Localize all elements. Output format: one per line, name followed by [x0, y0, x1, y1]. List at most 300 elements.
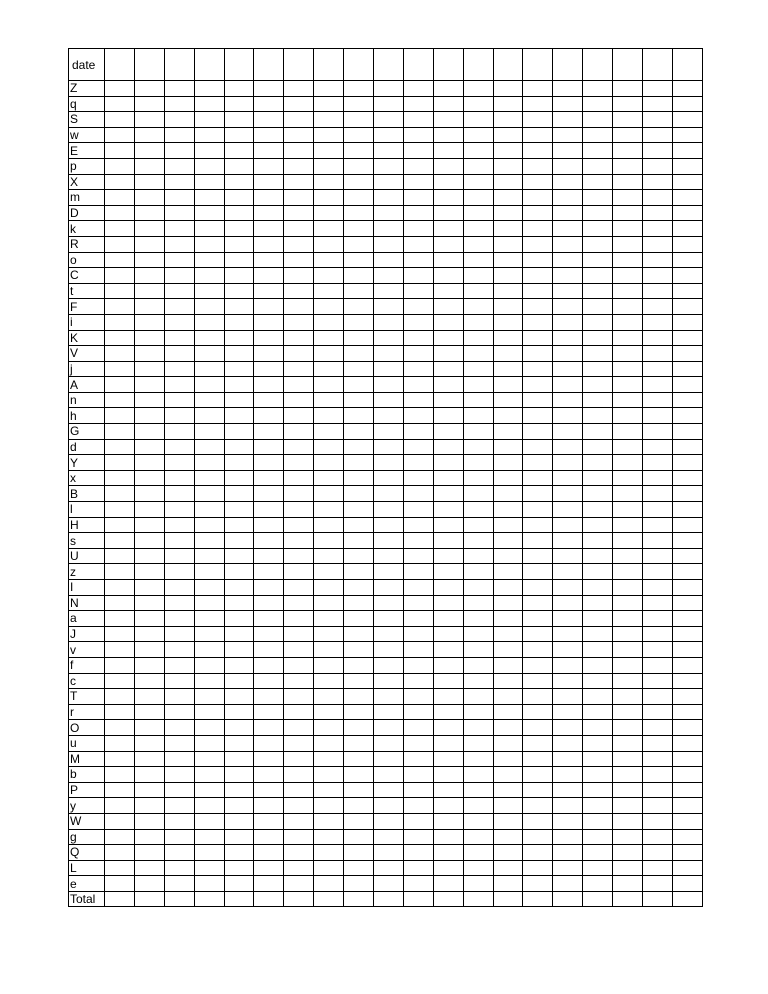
tally-cell[interactable]: [643, 580, 673, 596]
tally-cell[interactable]: [224, 813, 254, 829]
tally-cell[interactable]: [523, 252, 553, 268]
tally-cell[interactable]: [583, 876, 613, 892]
tally-cell[interactable]: [164, 439, 194, 455]
tally-cell[interactable]: [583, 845, 613, 861]
tally-cell[interactable]: [523, 642, 553, 658]
tally-cell[interactable]: [374, 735, 404, 751]
tally-cell[interactable]: [643, 424, 673, 440]
tally-cell[interactable]: [643, 642, 673, 658]
tally-cell[interactable]: [403, 408, 433, 424]
tally-cell[interactable]: [553, 704, 583, 720]
tally-cell[interactable]: [164, 689, 194, 705]
tally-cell[interactable]: [553, 845, 583, 861]
tally-cell[interactable]: [583, 720, 613, 736]
tally-cell[interactable]: [194, 252, 224, 268]
tally-cell[interactable]: [194, 221, 224, 237]
tally-cell[interactable]: [105, 81, 135, 97]
tally-cell[interactable]: [583, 81, 613, 97]
tally-cell[interactable]: [224, 112, 254, 128]
tally-cell[interactable]: [254, 689, 284, 705]
tally-cell[interactable]: [314, 502, 344, 518]
tally-cell[interactable]: [314, 236, 344, 252]
tally-cell[interactable]: [254, 377, 284, 393]
tally-cell[interactable]: [344, 330, 374, 346]
tally-cell[interactable]: [493, 96, 523, 112]
tally-cell[interactable]: [403, 470, 433, 486]
tally-cell[interactable]: [164, 720, 194, 736]
tally-cell[interactable]: [284, 735, 314, 751]
tally-cell[interactable]: [254, 439, 284, 455]
tally-cell[interactable]: [224, 486, 254, 502]
tally-cell[interactable]: [463, 439, 493, 455]
tally-cell[interactable]: [643, 813, 673, 829]
tally-cell[interactable]: [553, 408, 583, 424]
tally-cell[interactable]: [105, 642, 135, 658]
tally-cell[interactable]: [194, 580, 224, 596]
tally-cell[interactable]: [164, 704, 194, 720]
tally-cell[interactable]: [284, 751, 314, 767]
tally-cell[interactable]: [433, 283, 463, 299]
tally-cell[interactable]: [284, 891, 314, 907]
tally-cell[interactable]: [493, 49, 523, 81]
tally-cell[interactable]: [164, 49, 194, 81]
tally-cell[interactable]: [523, 767, 553, 783]
tally-cell[interactable]: [314, 720, 344, 736]
tally-cell[interactable]: [403, 720, 433, 736]
tally-cell[interactable]: [553, 689, 583, 705]
tally-cell[interactable]: [254, 96, 284, 112]
tally-cell[interactable]: [284, 564, 314, 580]
tally-cell[interactable]: [553, 127, 583, 143]
tally-cell[interactable]: [553, 876, 583, 892]
tally-cell[interactable]: [403, 424, 433, 440]
tally-cell[interactable]: [314, 158, 344, 174]
tally-cell[interactable]: [344, 49, 374, 81]
tally-cell[interactable]: [613, 361, 643, 377]
tally-cell[interactable]: [583, 704, 613, 720]
tally-cell[interactable]: [493, 190, 523, 206]
tally-cell[interactable]: [403, 190, 433, 206]
tally-cell[interactable]: [403, 548, 433, 564]
tally-cell[interactable]: [583, 377, 613, 393]
tally-cell[interactable]: [403, 205, 433, 221]
tally-cell[interactable]: [523, 595, 553, 611]
tally-cell[interactable]: [134, 813, 164, 829]
tally-cell[interactable]: [374, 236, 404, 252]
tally-cell[interactable]: [403, 236, 433, 252]
tally-cell[interactable]: [374, 314, 404, 330]
tally-cell[interactable]: [344, 891, 374, 907]
tally-cell[interactable]: [134, 595, 164, 611]
tally-cell[interactable]: [433, 813, 463, 829]
tally-cell[interactable]: [463, 330, 493, 346]
tally-cell[interactable]: [523, 174, 553, 190]
tally-cell[interactable]: [344, 735, 374, 751]
tally-cell[interactable]: [493, 642, 523, 658]
tally-cell[interactable]: [643, 439, 673, 455]
tally-cell[interactable]: [374, 798, 404, 814]
tally-cell[interactable]: [224, 673, 254, 689]
tally-cell[interactable]: [553, 486, 583, 502]
tally-cell[interactable]: [224, 720, 254, 736]
tally-cell[interactable]: [643, 891, 673, 907]
tally-cell[interactable]: [374, 470, 404, 486]
tally-cell[interactable]: [403, 517, 433, 533]
tally-cell[interactable]: [105, 657, 135, 673]
tally-cell[interactable]: [254, 548, 284, 564]
tally-cell[interactable]: [254, 751, 284, 767]
tally-cell[interactable]: [613, 236, 643, 252]
tally-cell[interactable]: [523, 751, 553, 767]
tally-cell[interactable]: [134, 330, 164, 346]
tally-cell[interactable]: [164, 642, 194, 658]
tally-cell[interactable]: [314, 392, 344, 408]
tally-cell[interactable]: [553, 346, 583, 362]
tally-cell[interactable]: [224, 221, 254, 237]
tally-cell[interactable]: [523, 49, 553, 81]
tally-cell[interactable]: [613, 580, 643, 596]
tally-cell[interactable]: [194, 735, 224, 751]
tally-cell[interactable]: [284, 642, 314, 658]
tally-cell[interactable]: [374, 299, 404, 315]
tally-cell[interactable]: [314, 96, 344, 112]
tally-cell[interactable]: [433, 564, 463, 580]
tally-cell[interactable]: [344, 361, 374, 377]
tally-cell[interactable]: [583, 268, 613, 284]
tally-cell[interactable]: [463, 81, 493, 97]
tally-cell[interactable]: [224, 517, 254, 533]
tally-cell[interactable]: [403, 767, 433, 783]
tally-cell[interactable]: [105, 221, 135, 237]
tally-cell[interactable]: [613, 611, 643, 627]
tally-cell[interactable]: [194, 642, 224, 658]
tally-cell[interactable]: [314, 845, 344, 861]
tally-cell[interactable]: [164, 580, 194, 596]
tally-cell[interactable]: [254, 236, 284, 252]
tally-cell[interactable]: [643, 845, 673, 861]
tally-cell[interactable]: [523, 829, 553, 845]
tally-cell[interactable]: [463, 392, 493, 408]
tally-cell[interactable]: [553, 735, 583, 751]
tally-cell[interactable]: [583, 236, 613, 252]
tally-cell[interactable]: [583, 626, 613, 642]
tally-cell[interactable]: [284, 548, 314, 564]
tally-cell[interactable]: [194, 96, 224, 112]
tally-cell[interactable]: [583, 580, 613, 596]
tally-cell[interactable]: [164, 470, 194, 486]
tally-cell[interactable]: [344, 81, 374, 97]
tally-cell[interactable]: [553, 96, 583, 112]
tally-cell[interactable]: [493, 143, 523, 159]
tally-cell[interactable]: [463, 299, 493, 315]
tally-cell[interactable]: [314, 205, 344, 221]
tally-cell[interactable]: [493, 689, 523, 705]
tally-cell[interactable]: [224, 860, 254, 876]
tally-cell[interactable]: [523, 517, 553, 533]
tally-cell[interactable]: [344, 190, 374, 206]
tally-cell[interactable]: [493, 81, 523, 97]
tally-cell[interactable]: [105, 502, 135, 518]
tally-cell[interactable]: [374, 642, 404, 658]
tally-cell[interactable]: [224, 49, 254, 81]
tally-cell[interactable]: [643, 299, 673, 315]
tally-cell[interactable]: [224, 158, 254, 174]
tally-cell[interactable]: [463, 845, 493, 861]
tally-cell[interactable]: [134, 252, 164, 268]
tally-cell[interactable]: [613, 486, 643, 502]
tally-cell[interactable]: [254, 502, 284, 518]
tally-cell[interactable]: [194, 782, 224, 798]
tally-cell[interactable]: [463, 611, 493, 627]
tally-cell[interactable]: [314, 299, 344, 315]
tally-cell[interactable]: [374, 190, 404, 206]
tally-cell[interactable]: [374, 330, 404, 346]
tally-cell[interactable]: [314, 408, 344, 424]
tally-cell[interactable]: [553, 49, 583, 81]
tally-cell[interactable]: [553, 829, 583, 845]
tally-cell[interactable]: [314, 751, 344, 767]
tally-cell[interactable]: [403, 143, 433, 159]
tally-cell[interactable]: [134, 361, 164, 377]
tally-cell[interactable]: [194, 283, 224, 299]
tally-cell[interactable]: [105, 720, 135, 736]
tally-cell[interactable]: [105, 470, 135, 486]
tally-cell[interactable]: [433, 767, 463, 783]
tally-cell[interactable]: [672, 96, 702, 112]
tally-cell[interactable]: [583, 314, 613, 330]
tally-cell[interactable]: [643, 127, 673, 143]
tally-cell[interactable]: [344, 533, 374, 549]
tally-cell[interactable]: [134, 96, 164, 112]
tally-cell[interactable]: [134, 689, 164, 705]
tally-cell[interactable]: [164, 205, 194, 221]
tally-cell[interactable]: [583, 860, 613, 876]
tally-cell[interactable]: [314, 268, 344, 284]
tally-cell[interactable]: [553, 205, 583, 221]
tally-cell[interactable]: [463, 767, 493, 783]
tally-cell[interactable]: [254, 112, 284, 128]
tally-cell[interactable]: [224, 190, 254, 206]
tally-cell[interactable]: [134, 548, 164, 564]
tally-cell[interactable]: [613, 96, 643, 112]
tally-cell[interactable]: [403, 813, 433, 829]
tally-cell[interactable]: [314, 346, 344, 362]
tally-cell[interactable]: [613, 49, 643, 81]
tally-cell[interactable]: [463, 548, 493, 564]
tally-cell[interactable]: [493, 548, 523, 564]
tally-cell[interactable]: [463, 517, 493, 533]
tally-cell[interactable]: [314, 314, 344, 330]
tally-cell[interactable]: [134, 190, 164, 206]
tally-cell[interactable]: [194, 751, 224, 767]
tally-cell[interactable]: [224, 424, 254, 440]
tally-cell[interactable]: [553, 564, 583, 580]
tally-cell[interactable]: [194, 813, 224, 829]
tally-cell[interactable]: [493, 236, 523, 252]
tally-cell[interactable]: [105, 127, 135, 143]
tally-cell[interactable]: [224, 283, 254, 299]
tally-cell[interactable]: [164, 236, 194, 252]
tally-cell[interactable]: [433, 314, 463, 330]
tally-cell[interactable]: [224, 580, 254, 596]
tally-cell[interactable]: [374, 564, 404, 580]
tally-cell[interactable]: [105, 486, 135, 502]
tally-cell[interactable]: [433, 236, 463, 252]
tally-cell[interactable]: [493, 673, 523, 689]
tally-cell[interactable]: [553, 81, 583, 97]
tally-cell[interactable]: [643, 112, 673, 128]
tally-cell[interactable]: [314, 860, 344, 876]
tally-cell[interactable]: [374, 439, 404, 455]
tally-cell[interactable]: [224, 252, 254, 268]
tally-cell[interactable]: [433, 408, 463, 424]
tally-cell[interactable]: [314, 891, 344, 907]
tally-cell[interactable]: [583, 735, 613, 751]
tally-cell[interactable]: [493, 346, 523, 362]
tally-cell[interactable]: [463, 751, 493, 767]
tally-cell[interactable]: [463, 112, 493, 128]
tally-cell[interactable]: [344, 876, 374, 892]
tally-cell[interactable]: [613, 439, 643, 455]
tally-cell[interactable]: [105, 798, 135, 814]
tally-cell[interactable]: [314, 174, 344, 190]
tally-cell[interactable]: [194, 143, 224, 159]
tally-cell[interactable]: [672, 174, 702, 190]
tally-cell[interactable]: [314, 813, 344, 829]
tally-cell[interactable]: [254, 860, 284, 876]
tally-cell[interactable]: [105, 49, 135, 81]
tally-cell[interactable]: [344, 455, 374, 471]
tally-cell[interactable]: [613, 346, 643, 362]
tally-cell[interactable]: [134, 611, 164, 627]
tally-cell[interactable]: [643, 548, 673, 564]
tally-cell[interactable]: [105, 767, 135, 783]
tally-cell[interactable]: [194, 673, 224, 689]
tally-cell[interactable]: [583, 96, 613, 112]
tally-cell[interactable]: [314, 330, 344, 346]
tally-cell[interactable]: [403, 642, 433, 658]
tally-cell[interactable]: [672, 767, 702, 783]
tally-cell[interactable]: [643, 611, 673, 627]
tally-cell[interactable]: [164, 143, 194, 159]
tally-cell[interactable]: [284, 143, 314, 159]
tally-cell[interactable]: [164, 268, 194, 284]
tally-cell[interactable]: [613, 455, 643, 471]
tally-cell[interactable]: [672, 455, 702, 471]
tally-cell[interactable]: [643, 517, 673, 533]
tally-cell[interactable]: [224, 642, 254, 658]
tally-cell[interactable]: [643, 455, 673, 471]
tally-cell[interactable]: [613, 689, 643, 705]
tally-cell[interactable]: [374, 611, 404, 627]
tally-cell[interactable]: [643, 486, 673, 502]
tally-cell[interactable]: [433, 486, 463, 502]
tally-cell[interactable]: [463, 782, 493, 798]
tally-cell[interactable]: [613, 470, 643, 486]
tally-cell[interactable]: [344, 548, 374, 564]
tally-cell[interactable]: [493, 377, 523, 393]
tally-cell[interactable]: [314, 517, 344, 533]
tally-cell[interactable]: [134, 424, 164, 440]
tally-cell[interactable]: [254, 486, 284, 502]
tally-cell[interactable]: [523, 96, 553, 112]
tally-cell[interactable]: [643, 96, 673, 112]
tally-cell[interactable]: [643, 829, 673, 845]
tally-cell[interactable]: [164, 455, 194, 471]
tally-cell[interactable]: [224, 798, 254, 814]
tally-cell[interactable]: [613, 112, 643, 128]
tally-cell[interactable]: [523, 689, 553, 705]
tally-cell[interactable]: [194, 548, 224, 564]
tally-cell[interactable]: [523, 502, 553, 518]
tally-cell[interactable]: [314, 361, 344, 377]
tally-cell[interactable]: [134, 174, 164, 190]
tally-cell[interactable]: [613, 767, 643, 783]
tally-cell[interactable]: [314, 626, 344, 642]
tally-cell[interactable]: [672, 704, 702, 720]
tally-cell[interactable]: [254, 283, 284, 299]
tally-cell[interactable]: [134, 502, 164, 518]
tally-cell[interactable]: [672, 299, 702, 315]
tally-cell[interactable]: [583, 127, 613, 143]
tally-cell[interactable]: [493, 470, 523, 486]
tally-cell[interactable]: [553, 424, 583, 440]
tally-cell[interactable]: [583, 767, 613, 783]
tally-cell[interactable]: [314, 143, 344, 159]
tally-cell[interactable]: [583, 439, 613, 455]
tally-cell[interactable]: [523, 782, 553, 798]
tally-cell[interactable]: [344, 486, 374, 502]
tally-cell[interactable]: [105, 96, 135, 112]
tally-cell[interactable]: [254, 346, 284, 362]
tally-cell[interactable]: [224, 127, 254, 143]
tally-cell[interactable]: [403, 127, 433, 143]
tally-cell[interactable]: [164, 330, 194, 346]
tally-cell[interactable]: [553, 782, 583, 798]
tally-cell[interactable]: [105, 190, 135, 206]
tally-cell[interactable]: [254, 611, 284, 627]
tally-cell[interactable]: [433, 346, 463, 362]
tally-cell[interactable]: [374, 143, 404, 159]
tally-cell[interactable]: [463, 283, 493, 299]
tally-cell[interactable]: [284, 408, 314, 424]
tally-cell[interactable]: [553, 798, 583, 814]
tally-cell[interactable]: [583, 813, 613, 829]
tally-cell[interactable]: [344, 673, 374, 689]
tally-cell[interactable]: [224, 377, 254, 393]
tally-cell[interactable]: [433, 611, 463, 627]
tally-cell[interactable]: [643, 49, 673, 81]
tally-cell[interactable]: [613, 595, 643, 611]
tally-cell[interactable]: [105, 548, 135, 564]
tally-cell[interactable]: [374, 424, 404, 440]
tally-cell[interactable]: [613, 704, 643, 720]
tally-cell[interactable]: [164, 767, 194, 783]
tally-cell[interactable]: [374, 158, 404, 174]
tally-cell[interactable]: [194, 533, 224, 549]
tally-cell[interactable]: [463, 190, 493, 206]
tally-cell[interactable]: [463, 689, 493, 705]
tally-cell[interactable]: [403, 564, 433, 580]
tally-cell[interactable]: [613, 314, 643, 330]
tally-cell[interactable]: [463, 455, 493, 471]
tally-cell[interactable]: [105, 361, 135, 377]
tally-cell[interactable]: [553, 283, 583, 299]
tally-cell[interactable]: [374, 127, 404, 143]
tally-cell[interactable]: [672, 657, 702, 673]
tally-cell[interactable]: [643, 314, 673, 330]
tally-cell[interactable]: [284, 657, 314, 673]
